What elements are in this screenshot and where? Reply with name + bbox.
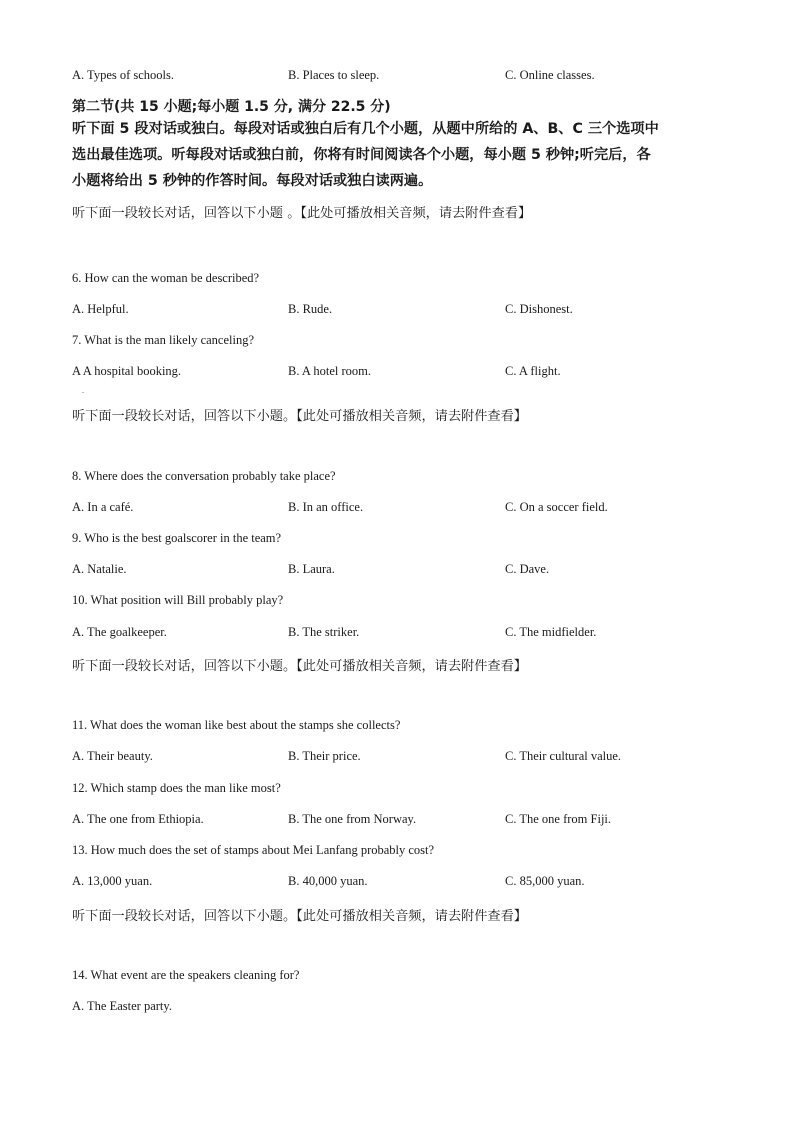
question-13: 13. How much does the set of stamps about Mei Lanfang probably cost? [72, 843, 435, 857]
q10-option-c: C. The midfielder. [505, 625, 597, 639]
section-title: 第二节(共 15 小题;每小题 1.5 分, 满分 22.5 分) [72, 99, 391, 115]
question-11: 11. What does the woman like best about the stamps she collects? [72, 718, 401, 732]
question-12: 12. Which stamp does the man like most? [72, 781, 281, 795]
question-7: 7. What is the man likely canceling? [72, 333, 255, 347]
q6-option-b: B. Rude. [288, 302, 333, 316]
q6-option-a: A. Helpful. [72, 302, 129, 316]
q7-option-b: B. A hotel room. [288, 364, 371, 378]
audio-prompt: 听下面一段较长对话，回答以下小题。【此处可播放相关音频，请去附件查看】 [72, 659, 527, 674]
q11-option-c: C. Their cultural value. [505, 749, 622, 763]
q8-option-a: A. In a café. [72, 500, 134, 514]
q14-option-a: A. The Easter party. [72, 999, 172, 1013]
q6-option-c: C. Dishonest. [505, 302, 573, 316]
section-instructions [72, 116, 724, 194]
q8-option-c: C. On a soccer field. [505, 500, 608, 514]
q12-option-b: B. The one from Norway. [288, 812, 417, 826]
question-14: 14. What event are the speakers cleaning for? [72, 968, 300, 982]
q5-option-a: A. Types of schools. [72, 68, 175, 82]
instructions-line-3: 小题将给出 5 秒钟的作答时间。每段对话或独白读两遍。 [72, 173, 433, 189]
q13-option-b: B. 40,000 yuan. [288, 874, 368, 888]
audio-prompt: 听下面一段较长对话，回答以下小题 。【此处可播放相关音频，请去附件查看】 [72, 206, 532, 221]
q5-option-b: B. Places to sleep. [288, 68, 380, 82]
q12-option-c: C. The one from Fiji. [505, 812, 612, 826]
q9-option-a: A. Natalie. [72, 562, 127, 576]
q5-option-c: C. Online classes. [505, 68, 595, 82]
stray-dot-mark: . [82, 386, 84, 395]
q9-option-b: B. Laura. [288, 562, 335, 576]
q13-option-c: C. 85,000 yuan. [505, 874, 585, 888]
instructions-line-2: 选出最佳选项。听每段对话或独白前，你将有时间阅读各个小题，每小题 5 秒钟;听完后，各 [72, 147, 651, 163]
q12-option-a: A. The one from Ethiopia. [72, 812, 204, 826]
q8-option-b: B. In an office. [288, 500, 364, 514]
question-6: 6. How can the woman be described? [72, 271, 260, 285]
q11-option-a: A. Their beauty. [72, 749, 153, 763]
q7-option-a: A A hospital booking. [72, 364, 182, 378]
question-8: 8. Where does the conversation probably take place? [72, 469, 336, 483]
q9-option-c: C. Dave. [505, 562, 550, 576]
question-9: 9. Who is the best goalscorer in the team? [72, 531, 282, 545]
q13-option-a: A. 13,000 yuan. [72, 874, 153, 888]
q10-option-a: A. The goalkeeper. [72, 625, 167, 639]
audio-prompt: 听下面一段较长对话，回答以下小题。【此处可播放相关音频，请去附件查看】 [72, 409, 527, 424]
question-10: 10. What position will Bill probably play? [72, 593, 284, 607]
instructions-line-1: 听下面 5 段对话或独白。每段对话或独白后有几个小题，从题中所给的 A、B、C 三个选项中 [72, 121, 659, 137]
q10-option-b: B. The striker. [288, 625, 360, 639]
audio-prompt: 听下面一段较长对话，回答以下小题。【此处可播放相关音频，请去附件查看】 [72, 909, 527, 924]
q7-option-c: C. A flight. [505, 364, 561, 378]
q11-option-b: B. Their price. [288, 749, 361, 763]
